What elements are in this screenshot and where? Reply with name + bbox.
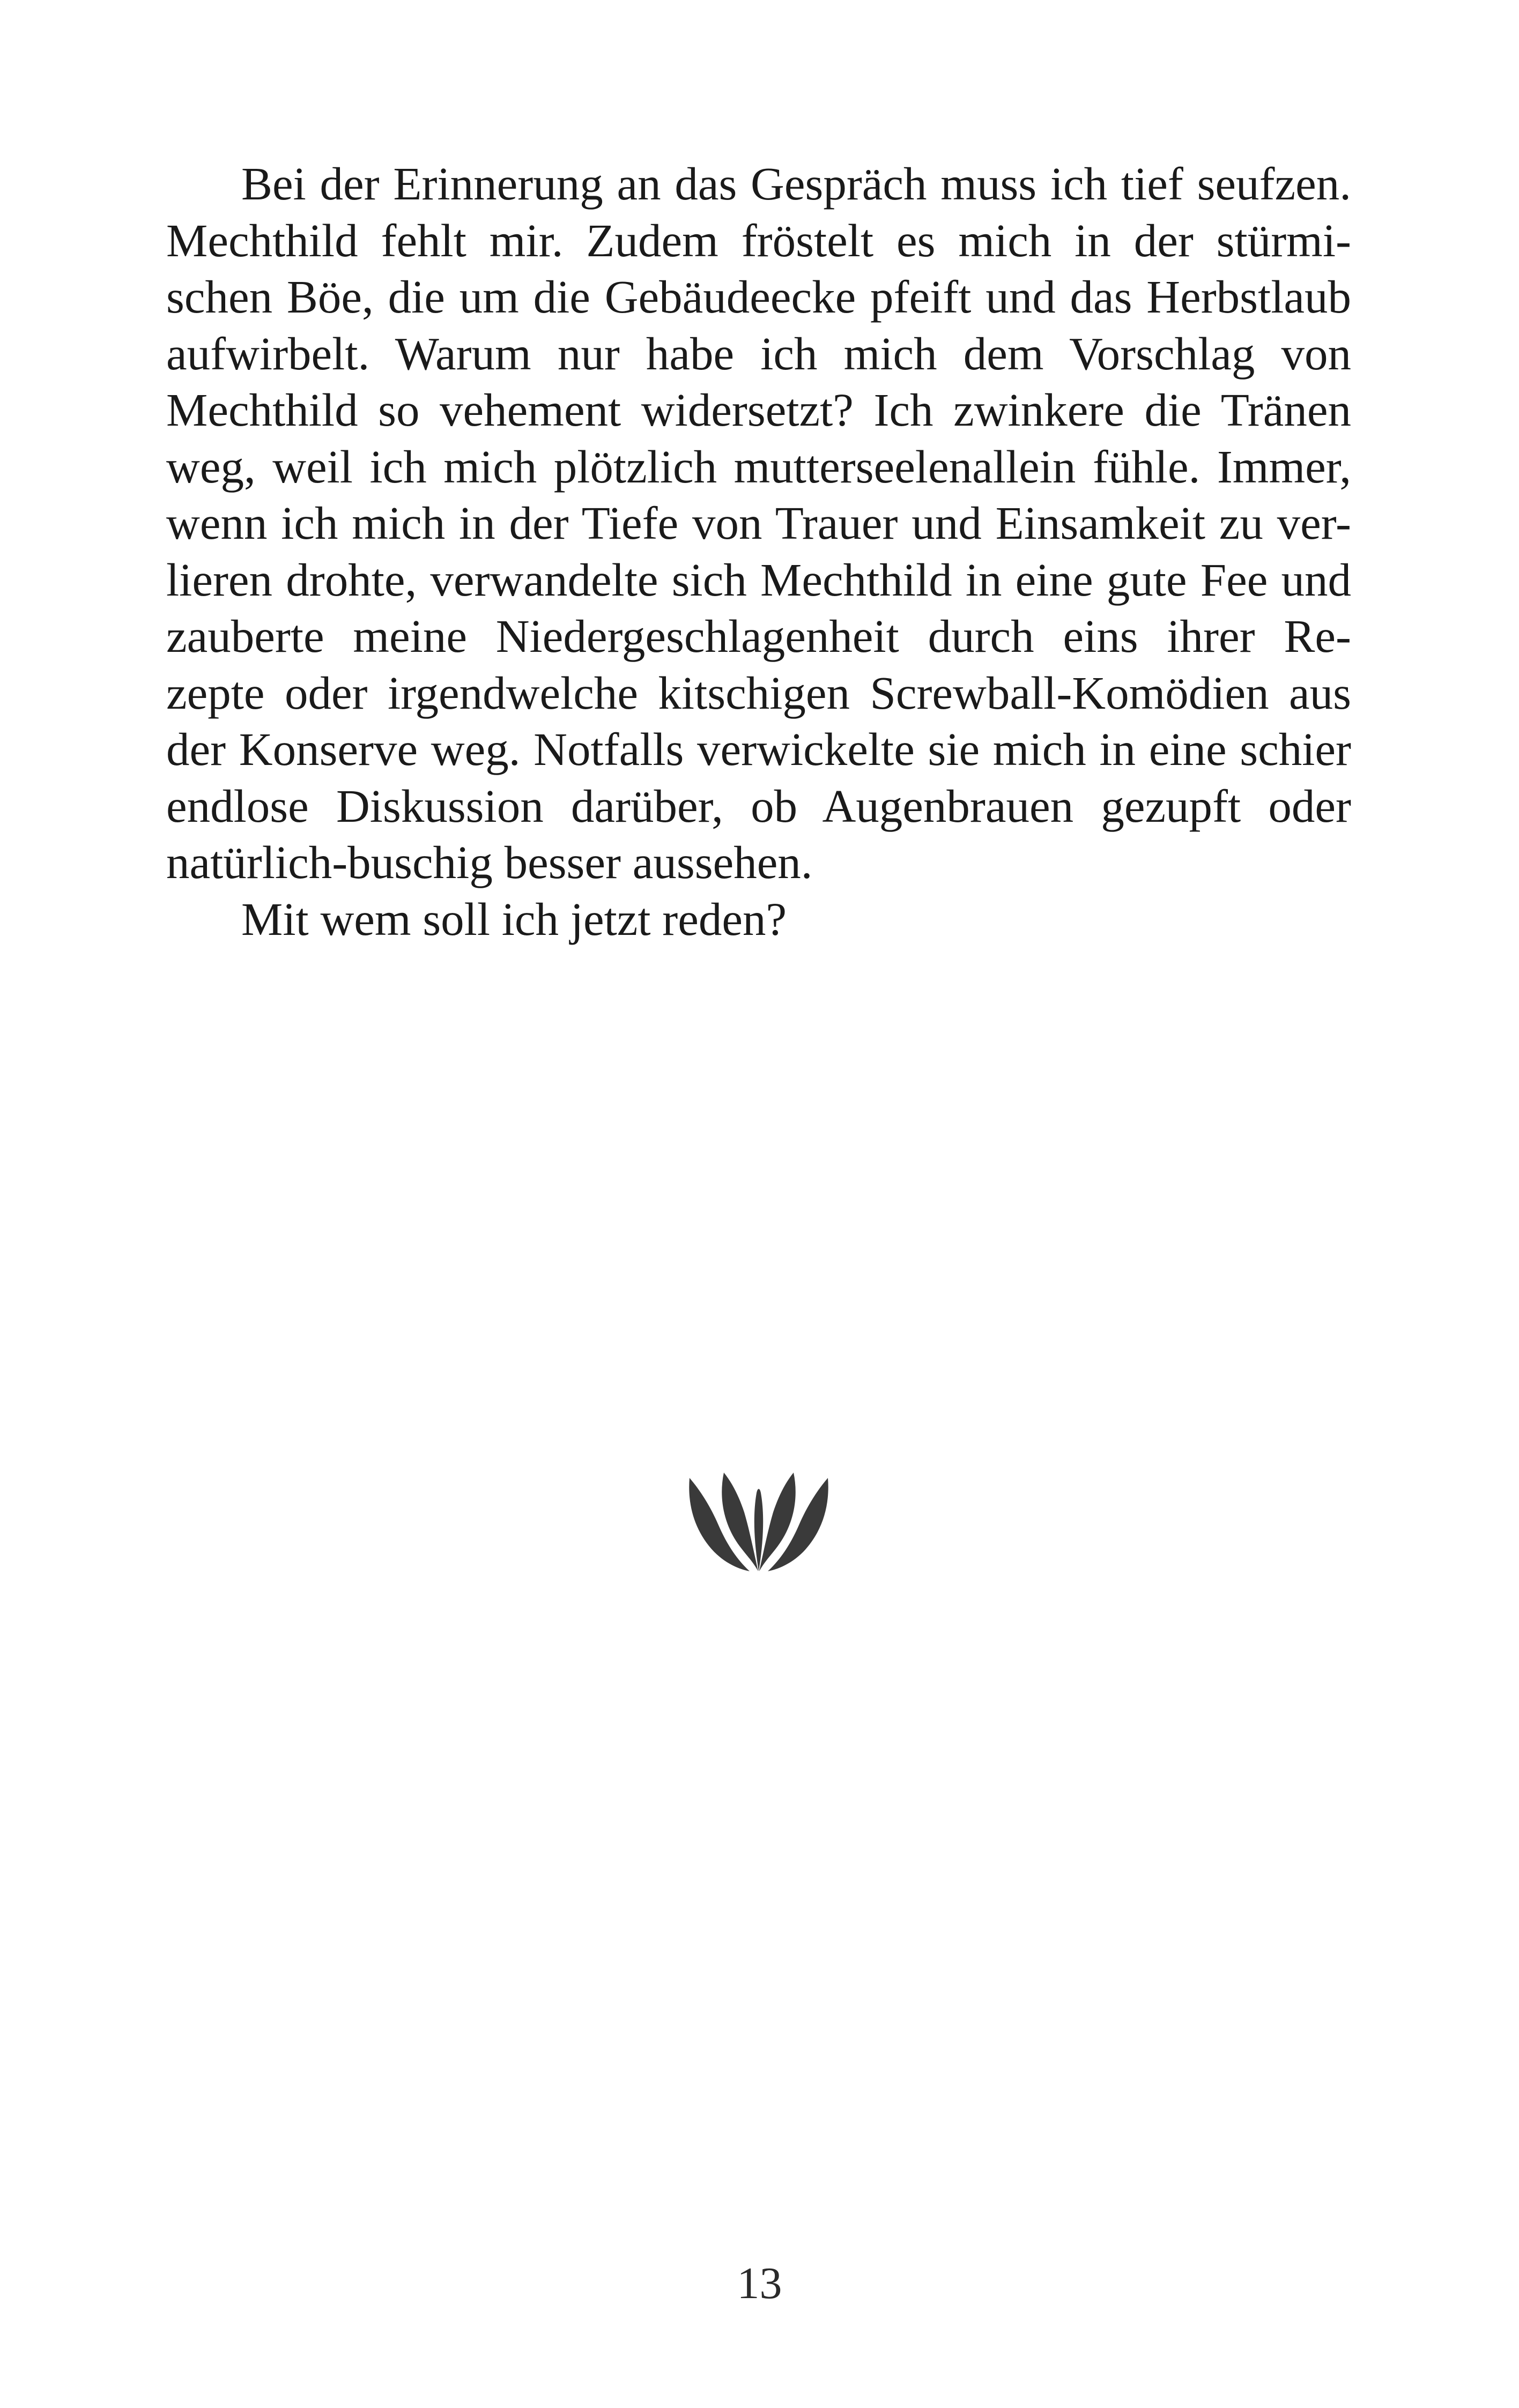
text-line: aufwirbelt. Warum nur habe ich mich dem Vorschlag von (166, 327, 1351, 380)
text-line: Bei der Erinnerung an das Gespräch muss ich tief seufzen. (241, 158, 1351, 210)
lotus-ornament-icon (686, 1471, 831, 1573)
text-line: Mechthild fehlt mir. Zudem fröstelt es mich in der stürmi- (166, 214, 1351, 266)
text-line: Mit wem soll ich jetzt reden? (241, 893, 787, 945)
text-line: der Konserve weg. Notfalls verwickelte sie mich in eine schier (166, 723, 1351, 775)
text-line: schen Böe, die um die Gebäudeecke pfeift und das Herbstlaub (166, 271, 1351, 323)
page-number: 13 (737, 2258, 782, 2308)
text-line: zepte oder irgendwelche kitschigen Screwball-Komödien aus (166, 666, 1351, 719)
text-line: lieren drohte, verwandelte sich Mechthild in eine gute Fee und (166, 553, 1351, 606)
text-line: weg, weil ich mich plötzlich mutterseelenallein fühle. Immer, (166, 440, 1351, 493)
text-line: Mechthild so vehement widersetzt? Ich zwinkere die Tränen (166, 384, 1351, 436)
text-line: endlose Diskussion darüber, ob Augenbrauen gezupft oder (166, 779, 1351, 832)
text-line: wenn ich mich in der Tiefe von Trauer und Einsamkeit zu ver- (166, 497, 1351, 549)
body-text (166, 155, 1351, 947)
text-line: natürlich-buschig besser aussehen. (166, 836, 813, 888)
text-line: zauberte meine Niedergeschlagenheit durch eins ihrer Re- (166, 610, 1351, 662)
